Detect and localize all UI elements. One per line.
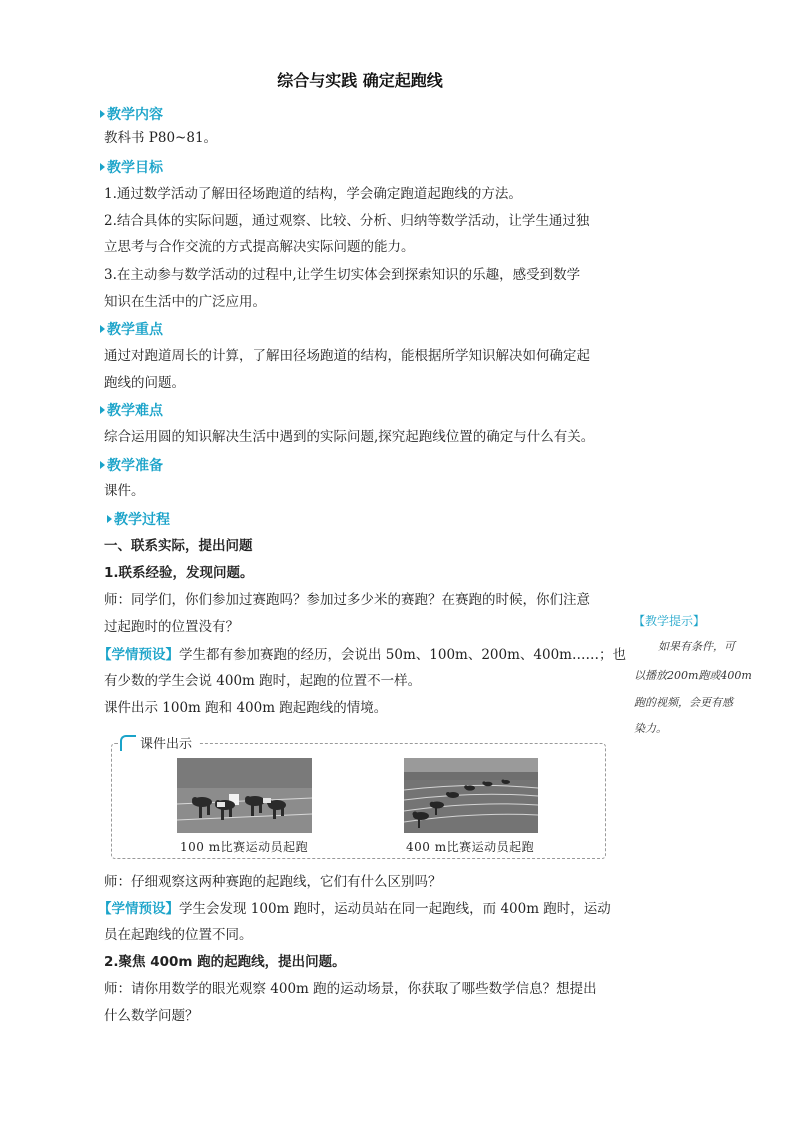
section-heading-difficult bbox=[100, 400, 163, 420]
teacher-line-2: 师：仔细观察这两种赛跑的起跑线，它们有什么区别吗？ bbox=[104, 874, 442, 890]
sidebar-heading: 【教学提示】 bbox=[633, 614, 706, 628]
key-line-2: 跑线的问题。 bbox=[104, 375, 185, 391]
teacher-line-1a: 师：同学们，你们参加过赛跑吗？参加过多少米的赛跑？在赛跑的时候，你们注意 bbox=[104, 592, 590, 608]
sidebar-line-2: 以播放200m跑或400m bbox=[634, 669, 752, 682]
sidebar-line-4: 染力。 bbox=[634, 722, 667, 735]
teacher-line-1b: 过起跑时的位置没有？ bbox=[104, 619, 239, 635]
section-heading-label: 教学准备 bbox=[107, 458, 163, 474]
runners-400m-image bbox=[404, 758, 538, 833]
triangle-bullet-icon bbox=[100, 110, 105, 118]
content-text: 教科书 P80~81。 bbox=[104, 130, 218, 146]
prep-line-1: 课件。 bbox=[104, 483, 145, 499]
preset-tag: 【学情预设】 bbox=[98, 647, 179, 663]
section-heading-key bbox=[100, 319, 163, 339]
triangle-bullet-icon bbox=[100, 406, 105, 414]
sidebar-line-1: 如果有条件，可 bbox=[658, 640, 735, 653]
corner-bracket-icon bbox=[120, 735, 136, 751]
page-title: 综合与实践 确定起跑线 bbox=[277, 71, 443, 90]
photo-100m-start bbox=[177, 758, 312, 833]
process-part-1: 一、联系实际，提出问题 bbox=[104, 538, 253, 554]
section-heading-prep bbox=[100, 455, 163, 475]
caption-100m: 100 m比赛运动员起跑 bbox=[180, 840, 309, 854]
preset-text: 学生都有参加赛跑的经历，会说出 50m、100m、200m、400m……；也 bbox=[179, 647, 626, 663]
process-step-1: 1.联系经验，发现问题。 bbox=[104, 565, 254, 581]
key-line-1: 通过对跑道周长的计算，了解田径场跑道的结构，能根据所学知识解决如何确定起 bbox=[104, 348, 590, 364]
triangle-bullet-icon bbox=[100, 325, 105, 333]
goal-1: 1.通过数学活动了解田径场跑道的结构，学会确定跑道起跑线的方法。 bbox=[104, 186, 522, 202]
show-line: 课件出示 100m 跑和 400m 跑起跑线的情境。 bbox=[104, 700, 388, 716]
section-heading-label: 教学难点 bbox=[107, 403, 163, 419]
section-heading-label: 教学过程 bbox=[114, 512, 170, 528]
preset-paragraph-1 bbox=[98, 642, 626, 668]
goal-2b: 立思考与合作交流的方式提高解决实际问题的能力。 bbox=[104, 239, 415, 255]
figure-label-text: 课件出示 bbox=[140, 737, 193, 752]
runners-100m-image bbox=[177, 758, 312, 833]
section-heading-label: 教学内容 bbox=[107, 107, 163, 123]
sidebar-line-3: 跑的视频，会更有感 bbox=[634, 696, 733, 709]
teacher-line-3b: 什么数学问题？ bbox=[104, 1008, 199, 1024]
goal-2a: 2.结合具体的实际问题，通过观察、比较、分析、归纳等数学活动，让学生通过独 bbox=[104, 213, 590, 229]
preset-line-2b: 员在起跑线的位置不同。 bbox=[104, 927, 253, 943]
figure-label bbox=[120, 733, 198, 752]
triangle-bullet-icon bbox=[100, 163, 105, 171]
section-heading-goals bbox=[100, 157, 163, 177]
preset-line-1b: 有少数的学生会说 400m 跑时，起跑的位置不一样。 bbox=[104, 673, 422, 689]
goal-3a: 3.在主动参与数学活动的过程中,让学生切实体会到探索知识的乐趣，感受到数学 bbox=[104, 267, 581, 283]
section-heading-content bbox=[100, 104, 163, 124]
preset-text: 学生会发现 100m 跑时，运动员站在同一起跑线，而 400m 跑时，运动 bbox=[179, 901, 611, 917]
triangle-bullet-icon bbox=[107, 515, 112, 523]
preset-tag: 【学情预设】 bbox=[98, 901, 179, 917]
triangle-bullet-icon bbox=[100, 461, 105, 469]
preset-paragraph-2 bbox=[98, 896, 611, 922]
difficult-line-1: 综合运用圆的知识解决生活中遇到的实际问题,探究起跑线位置的确定与什么有关。 bbox=[104, 429, 595, 445]
section-heading-label: 教学重点 bbox=[107, 322, 163, 338]
caption-400m: 400 m比赛运动员起跑 bbox=[406, 840, 535, 854]
process-step-2: 2.聚焦 400m 跑的起跑线，提出问题。 bbox=[104, 954, 346, 970]
goal-3b: 知识在生活中的广泛应用。 bbox=[104, 294, 266, 310]
teacher-line-3a: 师：请你用数学的眼光观察 400m 跑的运动场景，你获取了哪些数学信息？想提出 bbox=[104, 981, 597, 997]
section-heading-process bbox=[107, 509, 170, 529]
section-heading-label: 教学目标 bbox=[107, 160, 163, 176]
photo-400m-start bbox=[404, 758, 538, 833]
